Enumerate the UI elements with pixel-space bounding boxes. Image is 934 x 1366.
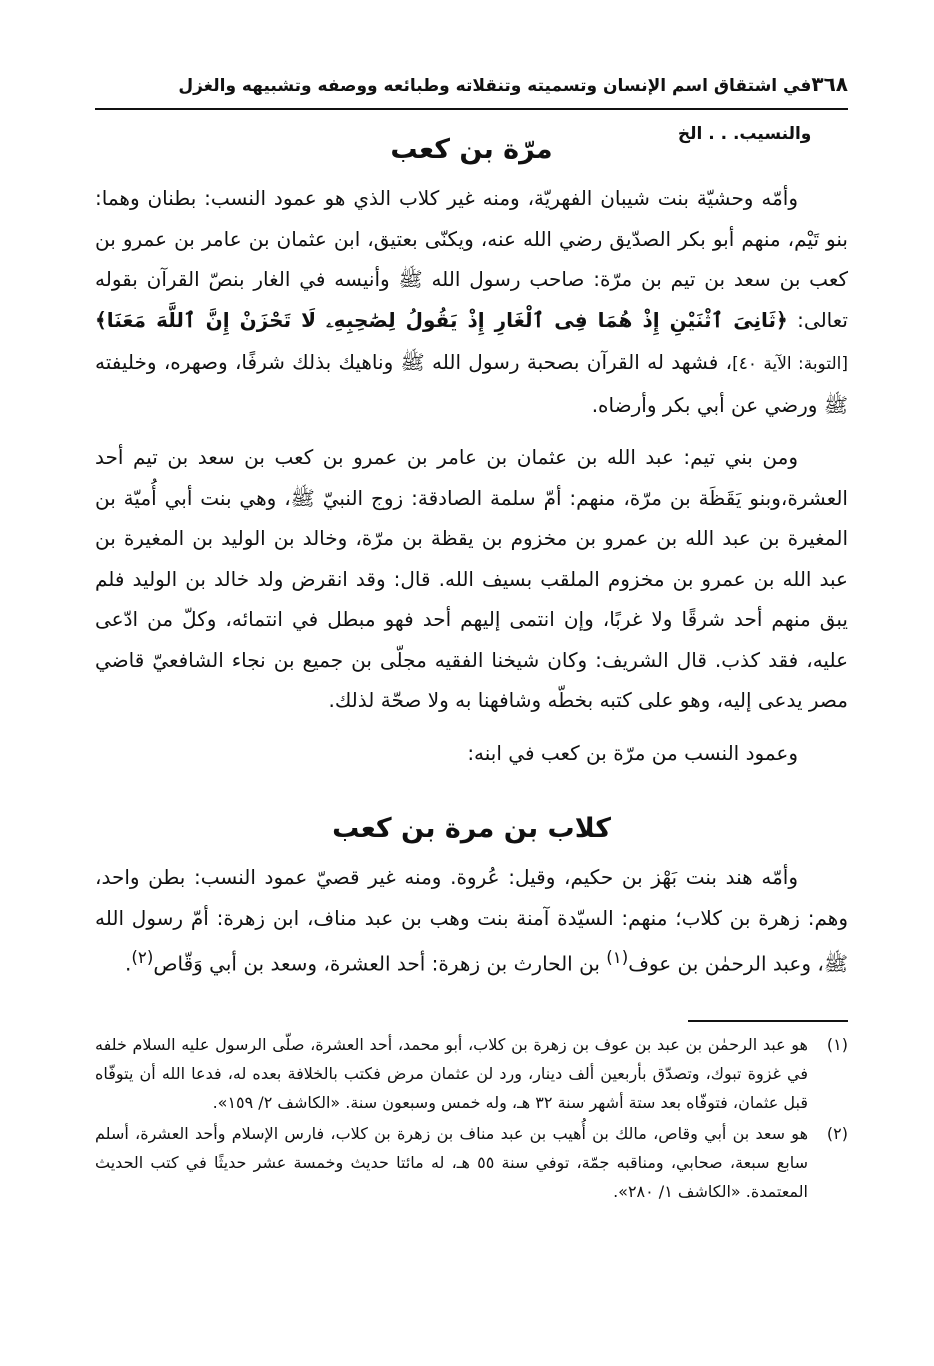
footnote-divider — [688, 1020, 848, 1022]
footnote-text: هو سعد بن أبي وقاص، مالك بن أُهيب بن عبد مناف بن زهرة بن كلاب، فارس الإسلام وأحد العشرة، أسلم سابع سبعة، صحابي، ومناقبه جمّة، توفي سنة ٥٥ هـ، له مائتا حديث وخمسة عشر حديثًا في كتب الحديث المعتمدة. «الكاشف ١/ ٢٨٠». — [95, 1124, 808, 1202]
paragraph-text: . — [125, 951, 132, 976]
footnote-number: (١) — [826, 1035, 848, 1055]
footnote-ref-2[interactable]: (٢) — [131, 948, 154, 967]
running-header — [95, 60, 848, 144]
paragraph-murra-lineage — [95, 178, 848, 425]
footnote-ref-1[interactable]: (١) — [606, 948, 629, 967]
paragraph-kilab-lineage — [95, 857, 848, 984]
running-title: في اشتقاق اسم الإنسان وتسميته وتنقلاته وطبائعه ووصفه وتشبيهه والغزل والنسيب. . . الخ — [178, 76, 812, 144]
paragraph-bani-taym — [95, 437, 848, 721]
book-page — [95, 60, 848, 1208]
verse-citation: [التوبة: الآية ٤٠] — [732, 354, 848, 374]
paragraph-text: ومن بني تيم: عبد الله بن عثمان بن عامر بن عمرو بن كعب بن سعد بن تيم أحد العشرة،وبنو يَقَظَة بن مرّة، منهم: أمّ سلمة الصادقة: زوج النبيّ ﷺ، وهي بنت أبي أُميّة بن المغيرة بن عبد الله بن عمرو بن مخزوم بن يقظة بن مرّة، وخالد بن الوليد بن المغيرة بن عبد الله بن عمرو بن مخزوم الملقب بسيف الله. قال: وقد انقرض ولد خالد بن الوليد فلم يبق منهم أحد شرقًا ولا غربًا، وإن انتمى إليهم أحد فهو مبطل في انتمائه، وكلّ من ادّعى عليه، فقد كذب. قال الشريف: وكان شيخنا الفقيه مجلّى بن جميع بن نجاء الشافعيّ قاضي مصر يدعى إليه، وهو على كتبه بخطّه وشافهنا به ولا صحّة لذلك. — [95, 445, 848, 712]
page-number: ٣٦٨ — [811, 72, 848, 96]
paragraph-text: بن الحارث بن زهرة: أحد العشرة، وسعد بن أبي وَقّاص — [153, 951, 607, 976]
paragraph-text: وأمّه وحشيّة بنت شيبان الفهريّة، ومنه غير كلاب الذي هو عمود النسب: بطنان وهما: بنو تَيْم، منهم أبو بكر الصدّيق رضي الله عنه، ويكنّى بعتيق، ابن عثمان بن عامر بن عمرو بن كعب بن سعد بن تيم بن مرّة: صاحب رسول الله ﷺ وأنيسه في الغار بنصّ القرآن بقوله تعالى: — [95, 186, 848, 332]
footnote-1 — [95, 1030, 848, 1117]
paragraph-lineage-pillar — [95, 733, 848, 774]
section-title-murra: مرّة بن كعب — [390, 134, 553, 165]
paragraph-text: وعمود النسب من مرّة بن كعب في ابنه: — [467, 740, 798, 765]
footnote-2 — [95, 1119, 848, 1206]
footnote-number: (٢) — [826, 1124, 848, 1144]
paragraph-text: ، فشهد له القرآن بصحبة رسول الله ﷺ وناهيك بذلك شرفًا، وصهره، وخليفته ﷺ ورضي عن أبي بكر وأرضاه. — [95, 350, 848, 417]
quran-verse: ﴿ثَانِىَ ٱثْنَيْنِ إِذْ هُمَا فِى ٱلْغَارِ إِذْ يَقُولُ لِصَٰحِبِهِۦ لَا تَحْزَنْ إِنَّ ٱللَّهَ مَعَنَا﴾ — [95, 307, 788, 332]
paragraph-text: وأمّه هند بنت بَهْز بن حكيم، وقيل: عُروة. ومنه غير قصيّ عمود النسب: بطن واحد، وهم: زهرة بن كلاب؛ منهم: السيّدة آمنة بنت وهب بن عبد مناف، ابن زهرة: أمّ رسول الله ﷺ، وعبد الرحمٰن بن عوف — [95, 865, 848, 976]
footnote-text: هو عبد الرحمٰن بن عبد بن عوف بن زهرة بن كلاب، أبو محمد، أحد العشرة، صلّى الرسول عليه السلام خلفه في غزوة تبوك، وتصدّق بأربعين ألف دينار، ورد لن عثمان مرض فكتب بالخلافة بعده له، فدعا الله أن يتوفّاه قبل عثمان، فتوفّاه بعد ستة أشهر سنة ٣٢ هـ، وله خمس وسبعون سنة. «الكاشف ٢/ ١٥٩». — [95, 1035, 808, 1113]
section-title-kilab: كلاب بن مرة بن كعب — [332, 813, 611, 844]
